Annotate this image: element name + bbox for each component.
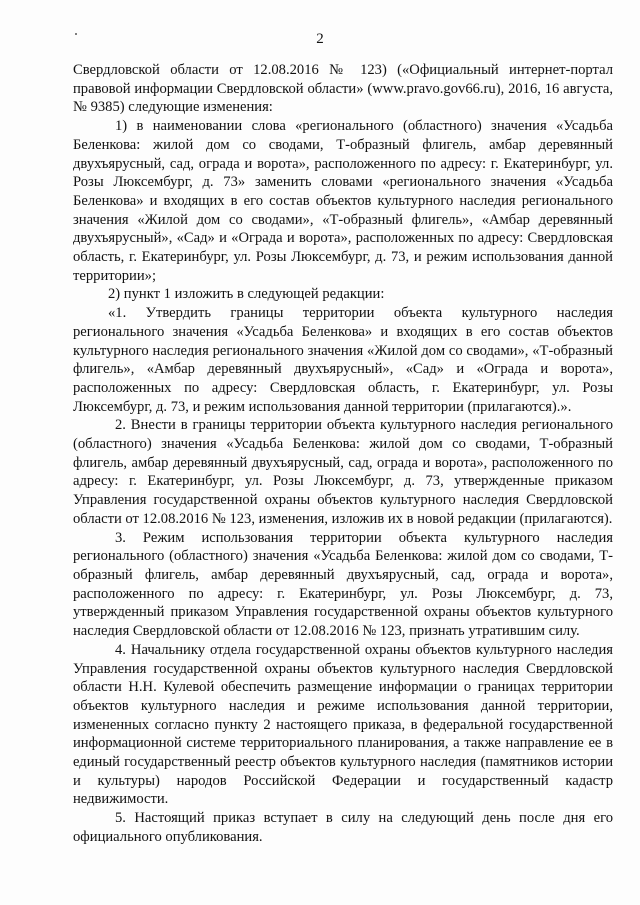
paragraph-point-4: 4. Начальнику отдела государственной охраны объектов культурного наследия Управления государственной охраны объектов культурного наследия Свердловской области Н.Н. Кулевой обеспечить размещение информации о границах территории объектов культурного наследия и режиме использования данной территории, измененных согласно пункту 2 настоящего приказа, в федеральной государственной информационной системе территориального планирования, а также направление ее в единый государственный реестр объектов культурного наследия (памятников истории и культуры) народов Российской Федерации и государственный кадастр недвижимости. xyxy=(73,641,613,808)
scan-speck xyxy=(75,33,77,35)
paragraph-point-3: 3. Режим использования территории объекта культурного наследия регионального (областного) значения «Усадьба Беленкова: жилой дом со сводами, Т-образный флигель, амбар деревянный двухъярусный, сад, ограда и ворота», расположенного по адресу: г. Екатеринбург, ул. Розы Люксембург, д. 73, утвержденный приказом Управления государственной охраны объектов культурного наследия Свердловской области от 12.08.2016 № 123, признать утратившим силу. xyxy=(73,529,613,640)
page-number: 2 xyxy=(316,31,324,47)
paragraph-item-1: 1) в наименовании слова «регионального (областного) значения «Усадьба Беленкова: жилой дом со сводами, Т-образный флигель, амбар деревянный двухъярусный, сад, ограда и ворота», расположенного по адресу: г. Екатеринбург, ул. Розы Люксембург, д. 73» заменить словами «регионального значения «Усадьба Беленкова» и входящих в его состав объектов культурного наследия регионального значения «Жилой дом со сводами», «Т-образный флигель», «Амбар деревянный двухъярусный», «Сад» и «Ограда и ворота», расположенных по адресу: Свердловская область, г. Екатеринбург, ул. Розы Люксембург, д. 73, и режим использования данной территории»; xyxy=(73,118,613,284)
paragraph-item-2: 2) пункт 1 изложить в следующей редакции: xyxy=(108,286,385,303)
paragraph-point-5: 5. Настоящий приказ вступает в силу на следующий день после дня его официального опубликования. xyxy=(73,810,613,845)
paragraph-point-2: 2. Внести в границы территории объекта культурного наследия регионального (областного) значения «Усадьба Беленкова: жилой дом со сводами, Т-образный флигель, амбар деревянный двухъярусный, сад, ограда и ворота», расположенного по адресу: г. Екатеринбург, ул. Розы Люксембург, д. 73, утвержденные приказом Управления государственной охраны объектов культурного наследия Свердловской области от 12.08.2016 № 123, изменения, изложив их в новой редакции (прилагаются). xyxy=(73,417,613,527)
paragraph-quoted-point-1: «1. Утвердить границы территории объекта культурного наследия регионального значения «Усадьба Беленкова» и входящих в его состав объектов культурного наследия регионального значения «Жилой дом со сводами», «Т-образный флигель», «Амбар деревянный двухъярусный», «Сад» и «Ограда и ворота», расположенных по адресу: Свердловская область, г. Екатеринбург, ул. Розы Люксембург, д. 73, и режим использования данной территории (прилагаются).». xyxy=(73,305,613,415)
document-body xyxy=(73,61,613,847)
paragraph-continuation: Свердловской области от 12.08.2016 № 123) («Официальный интернет-портал правовой информации Свердловской области» (www.pravo.gov66.ru), 2016, 16 августа, № 9385) следующие изменения: xyxy=(73,62,613,116)
